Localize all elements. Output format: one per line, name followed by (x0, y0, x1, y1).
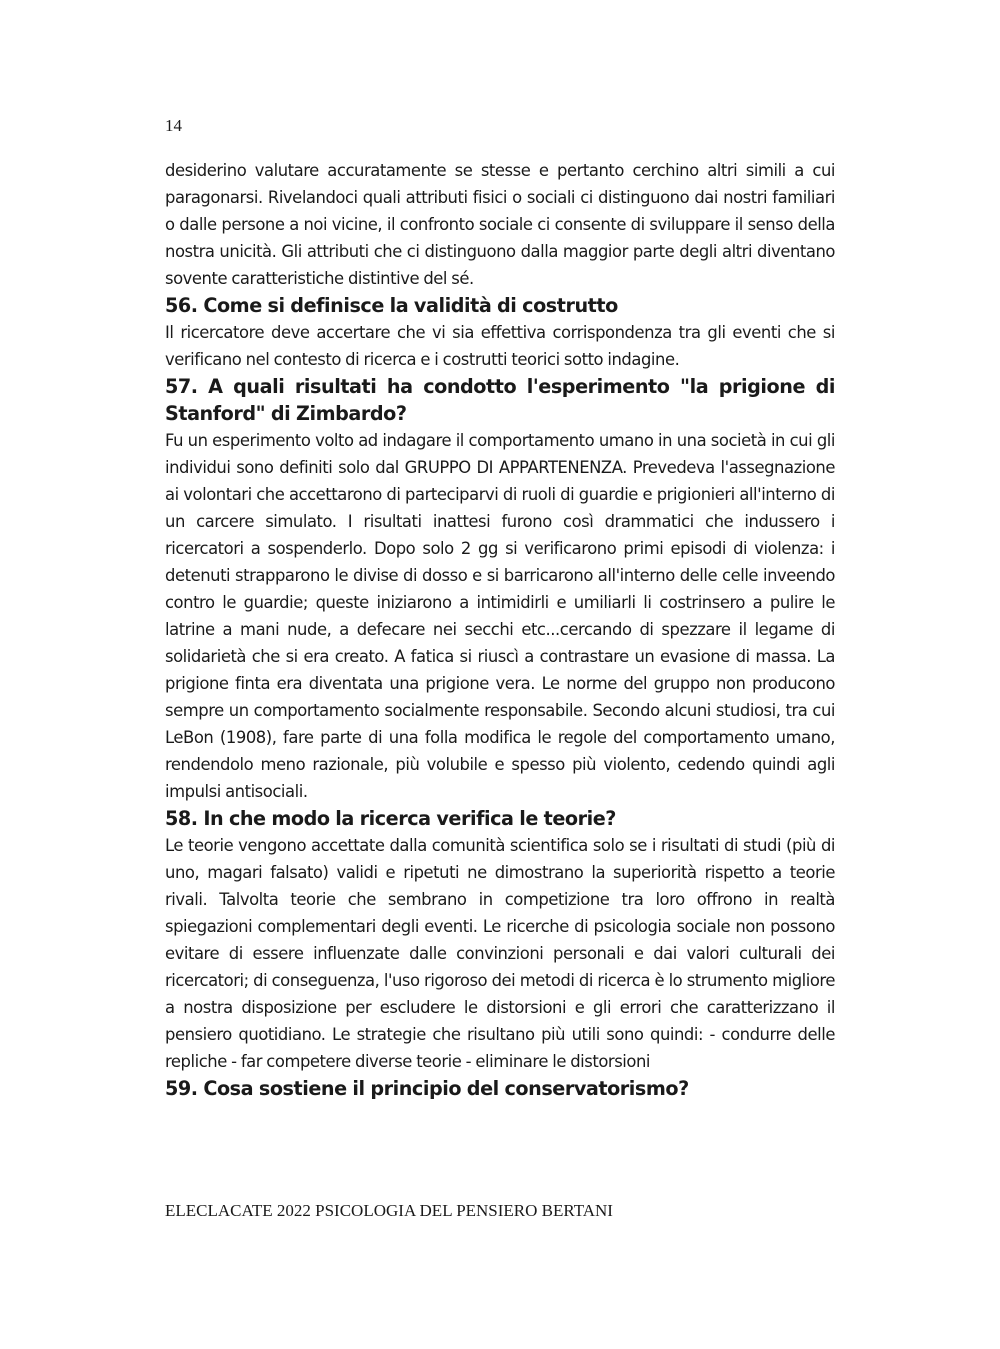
page-number: 14 (165, 116, 182, 135)
answer-paragraph-57: Fu un esperimento volto ad indagare il comportamento umano in una società in cui gli individui sono definiti solo dal GRUPPO DI APPARTENENZA. Prevedeva l'assegnazione ai volontari che accettarono di parteciparvi di ruoli di guardie e prigionieri all'interno di un carcere simulato. I risultati inattesi furono così drammatici che indussero i ricercatori a sospenderlo. Dopo solo 2 gg si verificarono primi episodi di violenza: i detenuti strapparono le divise di dosso e si barricarono all'interno delle celle inveendo contro le guardie; queste iniziarono a intimidirli e umiliarli li costrinsero a pulire le latrine a mani nude, a defecare nei secchi etc...cercando di spezzare il legame di solidarietà che si era creato. A fatica si riuscì a contrastare un evasione di massa. La prigione finta era diventata una prigione vera. Le norme del gruppo non producono sempre un comportamento socialmente responsabile. Secondo alcuni studiosi, tra cui LeBon (1908), fare parte di una folla modifica le regole del comportamento umano, rendendolo meno razionale, più volubile e spesso più violento, cedendo quindi agli impulsi antisociali. (165, 431, 835, 801)
question-heading-57: 57. A quali risultati ha condotto l'esperimento "la prigione di Stanford" di Zimbardo? (165, 375, 835, 425)
answer-paragraph-56: Il ricercatore deve accertare che vi sia effettiva corrispondenza tra gli eventi che si verificano nel contesto di ricerca e i costrutti teorici sotto indagine. (165, 323, 835, 369)
question-heading-58: 58. In che modo la ricerca verifica le teorie? (165, 807, 616, 830)
page-body (165, 157, 835, 1102)
question-heading-59: 59. Cosa sostiene il principio del conservatorismo? (165, 1077, 689, 1100)
question-heading-56: 56. Come si definisce la validità di costrutto (165, 294, 618, 317)
answer-paragraph-58: Le teorie vengono accettate dalla comunità scientifica solo se i risultati di studi (più di uno, magari falsato) validi e ripetuti ne dimostrano la superiorità rispetto a teorie rivali. Talvolta teorie che sembrano in competizione tra loro offrono in realtà spiegazioni complementari degli eventi. Le ricerche di psicologia sociale non possono evitare di essere influenzate dalle convinzioni personali e dai valori culturali dei ricercatori; di conseguenza, l'uso rigoroso dei metodi di ricerca è lo strumento migliore a nostra disposizione per escludere le distorsioni e gli errori che caratterizzano il pensiero quotidiano. Le strategie che risultano più utili sono quindi: - condurre delle repliche - far competere diverse teorie - eliminare le distorsioni (165, 836, 835, 1071)
paragraph-intro-continuation: desiderino valutare accuratamente se stesse e pertanto cerchino altri simili a cui paragonarsi. Rivelandoci quali attributi fisici o sociali ci distinguono dai nostri familiari o dalle persone a noi vicine, il confronto sociale ci consente di sviluppare il senso della nostra unicità. Gli attributi che ci distinguono dalla maggior parte degli altri diventano sovente caratteristiche distintive del sé. (165, 161, 835, 288)
page-footer: ELECLACATE 2022 PSICOLOGIA DEL PENSIERO BERTANI (165, 1201, 613, 1220)
